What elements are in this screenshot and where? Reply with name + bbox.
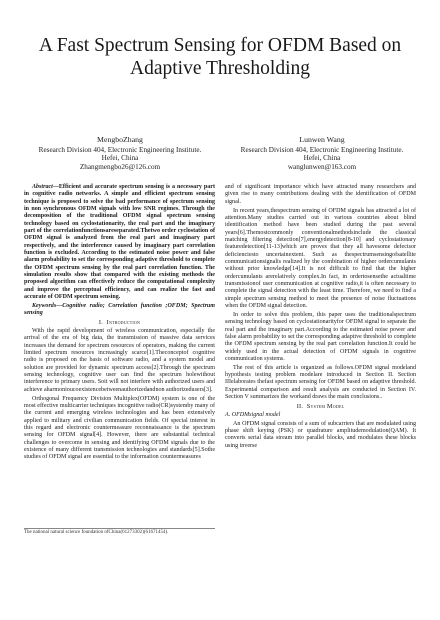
section-heading-introduction — [24, 319, 215, 326]
body-paragraph: Orthogonal Frequency Division Multiplex(OFDM) system is one of the most effective multicarrier techniques incognitive radio(CR)systemby many of the current and emerging wireless technologies and has been extensively applied to military and civilian communication fields. Of special interest in this regard and electronic countermeasure reconnaissance is the spectrum sensing for OFDM signal[4]. However, there are substantial technical challenges to overcome in sensing and identifying OFDM signals due to the existence of many different transmission technologies and standards[5].Sothe studies of OFDM signal are essential to the information countermeasures — [24, 395, 215, 461]
keywords-text: —Cognitive radio; Correlation function ;OFDM; Spectrum sensing — [24, 303, 215, 317]
author-email: wanglunwen@163.com — [287, 162, 357, 171]
author-name: MengboZhang — [97, 135, 143, 144]
author-city: Hefei, China — [101, 154, 139, 163]
section-title: System Model — [306, 402, 345, 410]
paper-title: A Fast Spectrum Sensing for OFDM Based on Adaptive Thresholding — [38, 35, 402, 79]
abstract-label: Abstract — [32, 184, 53, 190]
section-number: II. — [296, 402, 304, 410]
footnote: The national natural science foundation ofChina(61273302)(61671454). — [24, 528, 215, 535]
body-paragraph: An OFDM signal consists of a sum of subcarriers that are modulated using phase shift keying (PSK) or quadrature amplitudemodulation(QAM). It converts serial data stream into parallel blocks, and modulates these blocks using inverse — [225, 420, 416, 449]
author-block-1 — [20, 136, 220, 171]
body-paragraph: In recent years,thespectrum sensing of OFDM signals has attracted a lot of attention.Many studies carried out in various countries about blind identification method have been studied during the past several years[6].Themostcommonly conventionalmethodsinclude the classical matching filtering detection[7],energydetection[8-10] and cyclostationary featuredetection[11-13]which are proves that they all havesome defectsor deficienciesto uncertainextent. Such as thespectrumsensingofsatellite communicationsignalis realized by the combination of higher ordercumulants without prior knowledge[14].It is not difficult to find that the higher ordercumulants arerelatively complex.In fact, in ordertosensethe actualtime transmissionof user communication at cognitive radio,it is often necessary to complete the signal detection with the least time. Therefore, we need to find a simple spectrum sensing method to meet the presence of noise fluctuations when the OFDM signal detection. — [225, 207, 416, 309]
author-name: Lunwen Wang — [299, 135, 345, 144]
left-column — [24, 184, 215, 463]
section-number: I. — [98, 319, 104, 327]
subsection-heading: A. OFDMsignal model — [225, 411, 281, 418]
author-email: Zhangmengbo26@126.com — [79, 162, 161, 171]
abstract — [24, 184, 215, 302]
body-paragraph: In order to solve this problem, this paper uses the traditionalspectrum sensing technology based on cyclostationarityfor OFDM signal to separate the real part and the imaginary part.According to the estimated noise power and false alarm probability to set the corresponding adaptive threshold to complete the OFDM spectrum sensing by the real part correlation function.It could be widely used in the actual detection of OFDM signals in cognitive communication systems. — [225, 311, 416, 362]
section-heading-system-model — [225, 403, 416, 410]
body-paragraph: The rest of this article is organized as follows.OFDM signal modeland hypothesis testing problem modelare introduced in Section II. Section IIIelaborates thefast spectrum sensing for OFDM based on adaptive threshold. Experimental comparison and result analysis are conducted in Section IV. Section V summarizes the workand draws the main conclusions.. — [225, 364, 416, 401]
body-paragraph: and of significant importance which have attracted many researchers and given rise to many contributions dealing with the identification of OFDM signal. — [225, 184, 416, 205]
author-city: Hefei, China — [303, 154, 341, 163]
author-block-2 — [222, 136, 422, 171]
author-affiliation: Research Division 404, Electronic Engineering Institute. — [240, 145, 404, 154]
keywords — [24, 303, 215, 318]
body-paragraph: With the rapid development of wireless communication, especially the arrival of the era of big data, the transmission of massive data services increases the demand for spectrum resources of operators, making the current limited spectrum resources increasingly scarce[1].Theconceptof cognitive radio is proposed on the basis of software radio, and a system model and solution are provided for dynamic spectrum access[2].Through the spectrum sensing technology, cognitive user can find the spectrum holewithout interference to primary users. Soit will not interfere with authorized users and achieve aharmonioucoexistencebetweenauthorizedandnon authorizedusers[3]. — [24, 328, 215, 393]
right-column — [225, 184, 416, 452]
abstract-text: —Efficient and accurate spectrum sensing is a necessary part in cognitive radio networks. A simple and efficient spectrum sensing technique is proposed to solve the bad performance of spectrum sensing in non synchronous OFDM signals with low SNR regimes. Through the decomposition of the traditional OFDM signal spectrum sensing technology based on cyclostationarity, the real part and the imaginary part of the correlationfunctionsareseparated.Thetwo order cyclostation of OFDM signal is analyzed from the real part and imaginary part respectively, and the interference caused by imaginary part correlation function is excluded. According to the estimated noise power and false alarm probability to set the corresponding adaptive threshold to complete the OFDM spectrum sensing by the real part correlation function. The simulation results show that compared with the existing methods the proposed algorithm can effectively reduce the computational complexity and improve the perceptual efficiency, and can realize the fast and accurate of OFDM spectrum sensing. — [24, 184, 215, 301]
author-affiliation: Research Division 404, Electronic Engineering Institute. — [38, 145, 202, 154]
section-title: Introduction — [106, 319, 141, 327]
keywords-label: Keywords — [32, 303, 57, 309]
